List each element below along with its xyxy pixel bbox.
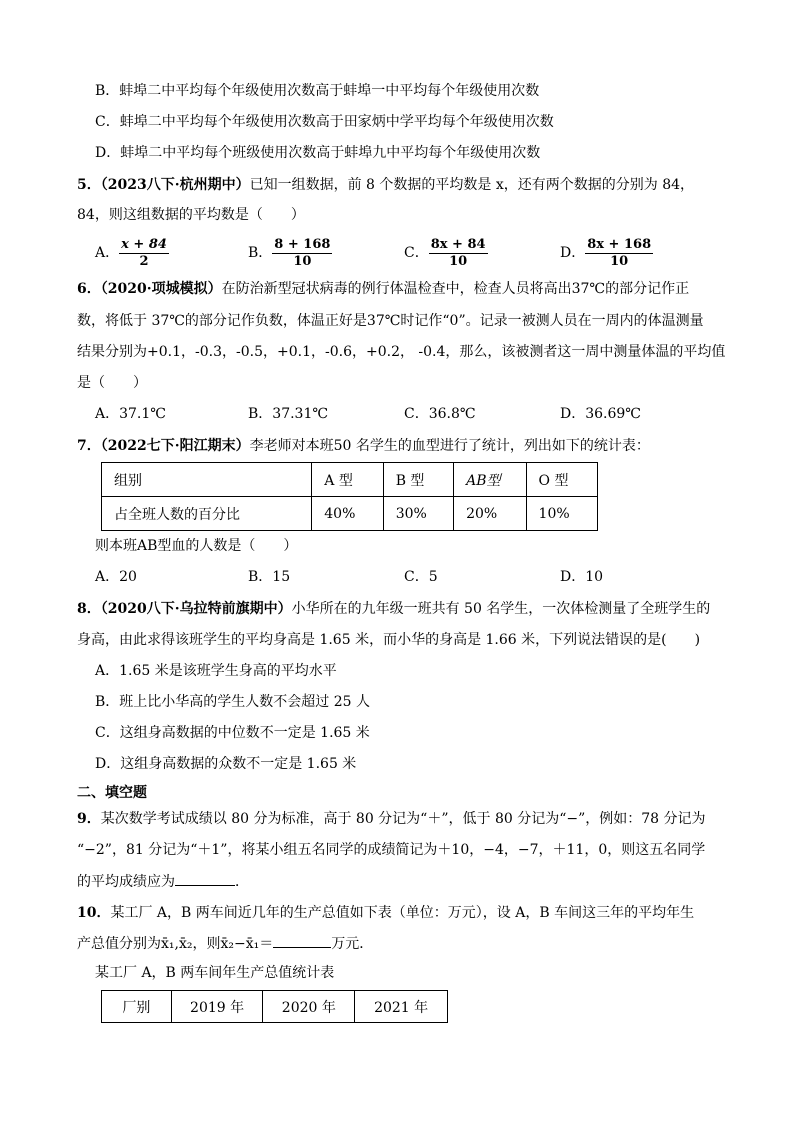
table-cell: 10% <box>526 497 597 531</box>
q6-stem-1: 在防治新型冠状病毒的例行体温检查中，检查人员将高出37℃的部分记作正 <box>221 281 690 297</box>
q9-stem-1: 某次数学考试成绩以 80 分为标准，高于 80 分记为“＋”，低于 80 分记为“−”，例如：78 分记为 <box>100 811 706 827</box>
q10-line2 <box>77 933 373 954</box>
q10-stem-2: 产总值分别为x̄₁,x̄₂，则x̄₂−x̄₁＝ <box>77 936 274 952</box>
numerator: 8x + 84 <box>430 236 486 252</box>
q7-after: 则本班AB型血的人数是（ ） <box>95 538 298 554</box>
blood-type-table <box>101 462 598 531</box>
answer-blank[interactable] <box>175 871 235 886</box>
q6-number: 6． <box>77 281 101 297</box>
denominator: 10 <box>610 253 629 269</box>
numerator: 8x + 168 <box>587 236 652 252</box>
table-cell: 占全班人数的百分比 <box>102 497 312 531</box>
option-label: C． <box>404 245 429 261</box>
q6-option-d: D．36.69℃ <box>560 406 641 422</box>
q6-option-c: C．36.8℃ <box>404 406 476 422</box>
q7-option-a: A．20 <box>95 569 137 585</box>
q4-option-b: B．蚌埠二中平均每个年级使用次数高于蚌埠一中平均每个年级使用次数 <box>95 83 540 99</box>
denominator: 2 <box>139 253 149 269</box>
q7-option-b: B．15 <box>248 569 291 585</box>
table-cell: 2020 年 <box>263 991 355 1023</box>
q9-line1 <box>77 809 706 829</box>
q8-source: （2020八下·乌拉特前旗期中） <box>100 601 292 617</box>
fraction <box>119 237 169 270</box>
fraction <box>429 237 488 270</box>
q7-number: 7． <box>77 438 101 454</box>
denominator: 10 <box>449 253 468 269</box>
q8-option-d: D．这组身高数据的众数不一定是 1.65 米 <box>95 756 357 772</box>
q6-source: （2020·项城模拟） <box>100 281 222 297</box>
numerator: 8 + 168 <box>274 236 331 252</box>
numerator: x + 84 <box>121 236 167 252</box>
q10-line1 <box>77 903 694 923</box>
table-row <box>102 463 598 497</box>
q7-source: （2022七下·阳江期末） <box>100 438 250 454</box>
answer-blank[interactable] <box>273 933 331 948</box>
q10-table-title: 某工厂 A，B 两车间年生产总值统计表 <box>95 965 335 981</box>
option-label: A． <box>95 245 120 261</box>
q5-option-a <box>95 236 169 270</box>
table-cell: O 型 <box>526 463 597 497</box>
table-cell: 组别 <box>102 463 312 497</box>
table-row <box>102 991 448 1023</box>
q7-line1 <box>77 436 650 456</box>
q9-number: 9． <box>77 811 101 827</box>
q8-stem-1: 小华所在的九年级一班共有 50 名学生，一次体检测量了全班学生的 <box>291 601 711 617</box>
q7-option-d: D．10 <box>560 569 604 585</box>
q10-number: 10． <box>77 905 111 921</box>
q5-number: 5． <box>77 177 101 193</box>
table-cell: 2019 年 <box>171 991 263 1023</box>
q5-line1 <box>77 175 694 195</box>
q5-option-b <box>248 236 332 270</box>
denominator: 10 <box>293 253 312 269</box>
q5-stem-1: 已知一组数据，前 8 个数据的平均数是 x，还有两个数据的分别为 84， <box>249 177 695 193</box>
q4-option-c: C．蚌埠二中平均每个年级使用次数高于田家炳中学平均每个年级使用次数 <box>95 114 554 130</box>
table-cell: 2021 年 <box>355 991 448 1023</box>
q7-stem: 李老师对本班50 名学生的血型进行了统计，列出如下的统计表： <box>249 438 650 454</box>
q6-line1 <box>77 279 689 299</box>
fraction <box>272 237 332 270</box>
q6-option-b: B．37.31℃ <box>248 406 329 422</box>
production-table <box>101 990 448 1023</box>
q7-option-c: C．5 <box>404 569 438 585</box>
q5-source: （2023八下·杭州期中） <box>100 177 250 193</box>
fraction <box>585 237 653 270</box>
option-label: D． <box>560 245 586 261</box>
q5-option-c <box>404 236 488 270</box>
q8-option-c: C．这组身高数据的中位数不一定是 1.65 米 <box>95 725 370 741</box>
table-row <box>102 497 598 531</box>
q9-period: ． <box>235 874 249 890</box>
q8-option-b: B．班上比小华高的学生人数不会超过 25 人 <box>95 694 371 710</box>
q9-stem-3: 的平均成绩应为 <box>77 874 175 890</box>
table-cell: B 型 <box>383 463 453 497</box>
section-title: 二、填空题 <box>77 785 147 801</box>
q10-stem-1: 某工厂 A，B 两车间近几年的生产总值如下表（单位：万元），设 A，B 车间这三年的平均年生 <box>110 905 695 921</box>
q6-line2: 数，将低于 37℃的部分记作负数，体温正好是37℃时记作“0”。记录一被测人员在一周内的体温测量 <box>77 313 704 329</box>
table-cell: 20% <box>454 497 526 531</box>
q5-option-d <box>560 236 653 270</box>
table-cell: A 型 <box>312 463 383 497</box>
q8-line2: 身高，由此求得该班学生的平均身高是 1.65 米，而小华的身高是 1.66 米，下列说法错误的是( ) <box>77 632 701 648</box>
q8-line1 <box>77 599 710 619</box>
option-label: B． <box>248 245 273 261</box>
q6-option-a: A．37.1℃ <box>95 406 166 422</box>
q9-line2: “−2”，81 分记为“＋1”，将某小组五名同学的成绩简记为＋10，−4，−7，＋11，0，则这五名同学 <box>77 842 706 858</box>
q4-option-d: D．蚌埠二中平均每个班级使用次数高于蚌埠九中平均每个年级使用次数 <box>95 145 541 161</box>
table-cell: 30% <box>383 497 453 531</box>
table-cell: 厂别 <box>102 991 172 1023</box>
q8-number: 8． <box>77 601 101 617</box>
q8-option-a: A．1.65 米是该班学生身高的平均水平 <box>95 663 337 679</box>
q6-line4: 是（ ） <box>77 375 147 391</box>
q10-unit: 万元． <box>331 936 374 952</box>
q6-line3: 结果分别为+0.1，-0.3，-0.5，+0.1，-0.6，+0.2， -0.4，那么，该被测者这一周中测量体温的平均值 <box>77 344 726 360</box>
q9-line3 <box>77 871 249 892</box>
table-cell: 40% <box>312 497 383 531</box>
table-cell: AB型 <box>454 463 526 497</box>
q5-line2: 84，则这组数据的平均数是（ ） <box>77 207 305 223</box>
